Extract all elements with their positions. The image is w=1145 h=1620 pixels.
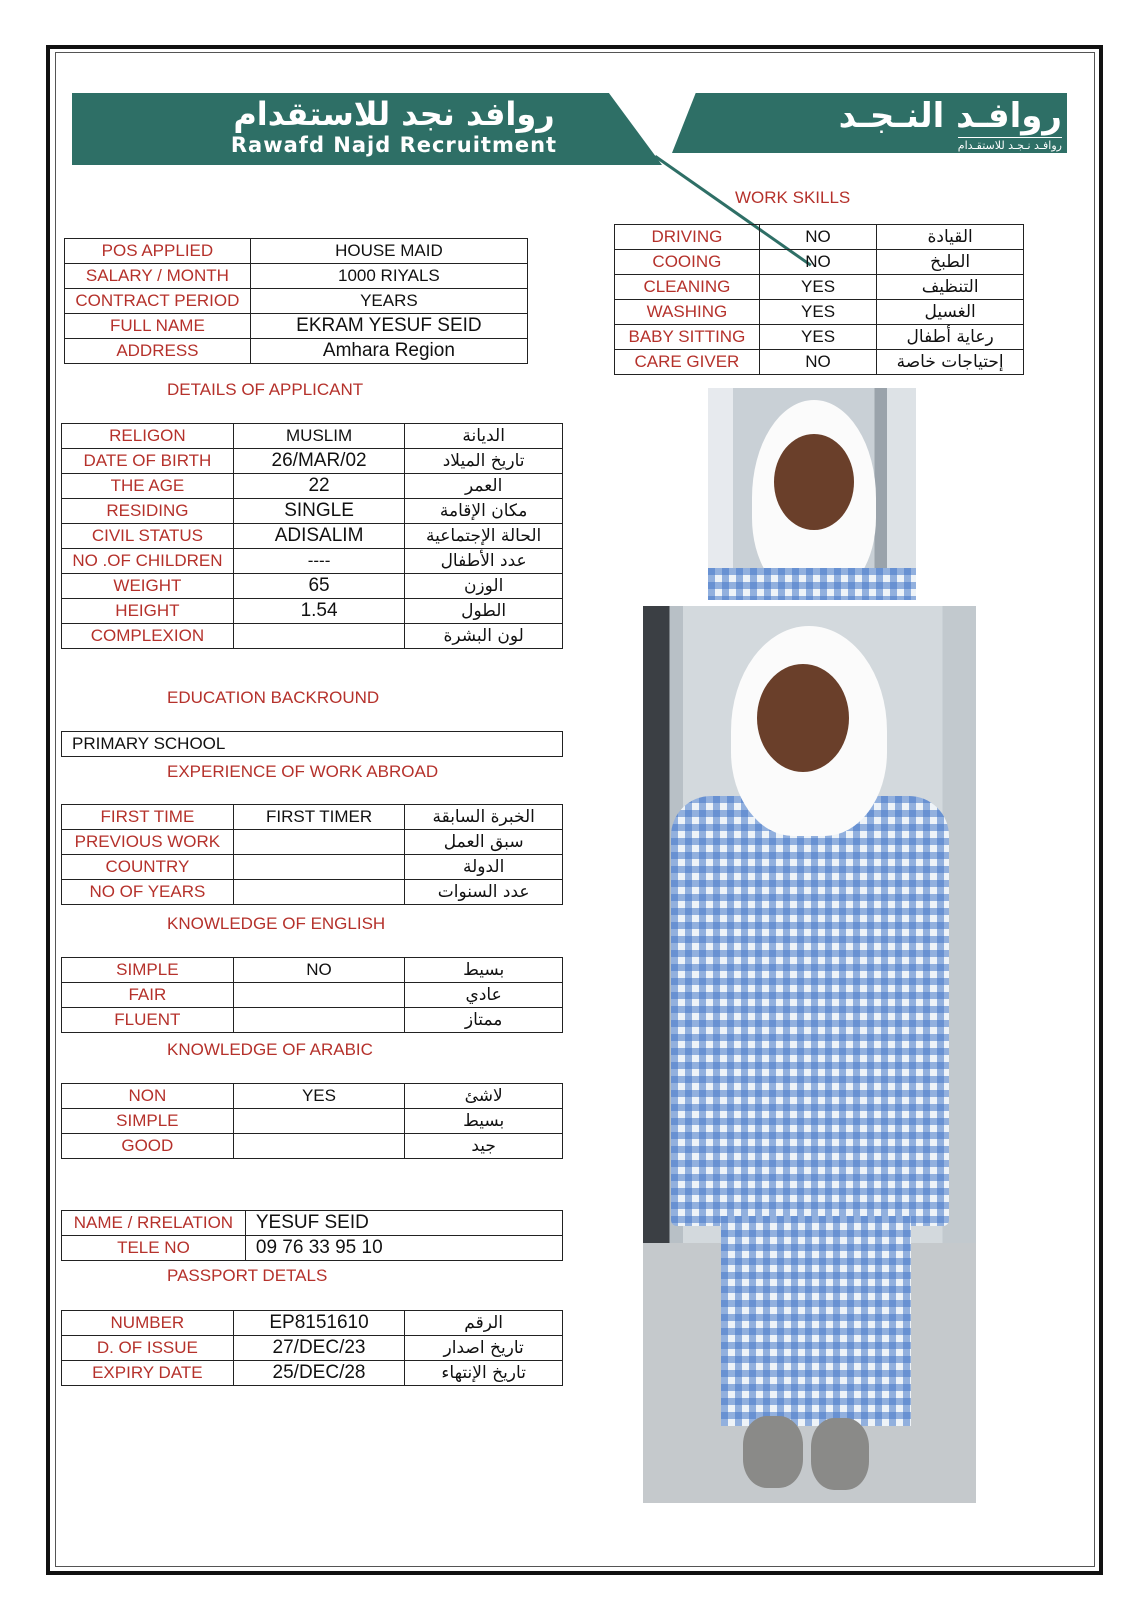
detail-label: NO .OF CHILDREN [62,549,234,574]
table-row [62,880,563,905]
field-label: ADDRESS [65,339,251,364]
relation-label: TELE NO [62,1236,246,1261]
details-heading: DETAILS OF APPLICANT [167,380,364,399]
agency-arabic-title: روافد نجد للاستقدام [233,95,555,133]
relation-label: NAME / RRELATION [62,1211,246,1236]
field-label: FULL NAME [65,314,251,339]
english-table [61,957,563,1033]
passport-arabic: تاريخ اصدار [405,1336,563,1361]
header-banner [72,93,1062,165]
passport-value: 25/DEC/28 [233,1361,405,1386]
skill-value: YES [759,300,876,325]
skill-label: CARE GIVER [615,350,760,375]
table-row [62,449,563,474]
logo-subtitle: روافـد نـجـد للاستقـدام [957,139,1062,152]
arabic-label: SIMPLE [62,1109,234,1134]
skill-label: DRIVING [615,225,760,250]
skill-label: BABY SITTING [615,325,760,350]
position-table [64,238,528,364]
detail-value: MUSLIM [233,424,404,449]
detail-arabic: عدد الأطفال [405,549,563,574]
table-row [62,599,563,624]
skill-value: YES [759,325,876,350]
agency-english-title: Rawafd Najd Recruitment [230,133,558,157]
passport-heading: PASSPORT DETALS [167,1266,328,1285]
left-shoe [743,1416,803,1488]
passport-value: 27/DEC/23 [233,1336,405,1361]
table-row [615,350,1024,375]
skill-arabic: رعاية أطفال [877,325,1024,350]
table-row [62,983,563,1008]
arabic-value [233,1109,405,1134]
field-label: POS APPLIED [65,239,251,264]
field-label: SALARY / MONTH [65,264,251,289]
arabic-label: NON [62,1084,234,1109]
detail-arabic: العمر [405,474,563,499]
table-row [615,300,1024,325]
experience-table [61,804,563,905]
table-row [62,424,563,449]
uniform-top [671,796,949,1226]
passport-arabic: الرقم [405,1311,563,1336]
english-heading: KNOWLEDGE OF ENGLISH [167,914,386,933]
table-row [62,855,563,880]
table-row [62,805,563,830]
table-row [62,732,563,757]
arabic-arabic: جيد [405,1134,563,1159]
detail-value: SINGLE [233,499,404,524]
detail-label: CIVIL STATUS [62,524,234,549]
experience-value: FIRST TIMER [233,805,405,830]
english-arabic: ممتاز [405,1008,563,1033]
arabic-label: GOOD [62,1134,234,1159]
education-value: PRIMARY SCHOOL [62,732,563,757]
passport-label: D. OF ISSUE [62,1336,234,1361]
agency-logo [792,98,1062,153]
passport-value: EP8151610 [233,1311,405,1336]
table-row [65,314,528,339]
table-row [62,499,563,524]
work-skills-heading: WORK SKILLS [735,188,851,207]
detail-value: ADISALIM [233,524,404,549]
skill-arabic: القيادة [877,225,1024,250]
field-value: HOUSE MAID [250,239,527,264]
detail-value: 22 [233,474,404,499]
table-row [62,1236,563,1261]
detail-label: RELIGON [62,424,234,449]
table-row [615,275,1024,300]
applicant-details-table [61,423,563,649]
table-row [62,1211,563,1236]
relation-value: YESUF SEID [245,1211,562,1236]
experience-arabic: عدد السنوات [405,880,563,905]
education-table [61,731,563,757]
detail-label: RESIDING [62,499,234,524]
english-value [233,1008,405,1033]
experience-arabic: الخبرة السابقة [405,805,563,830]
logo-wordmark: روافـد النـجـد [838,96,1062,136]
experience-arabic: سبق العمل [405,830,563,855]
field-value: 1000 RIYALS [250,264,527,289]
field-value: Amhara Region [250,339,527,364]
field-value: YEARS [250,289,527,314]
skill-value: NO [759,350,876,375]
table-row [62,474,563,499]
english-label: SIMPLE [62,958,234,983]
table-row [615,225,1024,250]
education-heading: EDUCATION BACKROUND [167,688,380,707]
detail-value [233,624,404,649]
skill-label: WASHING [615,300,760,325]
english-arabic: عادي [405,983,563,1008]
experience-value [233,855,405,880]
face-shape [757,664,849,772]
detail-label: WEIGHT [62,574,234,599]
arabic-arabic: بسيط [405,1109,563,1134]
arabic-arabic: لاشئ [405,1084,563,1109]
arabic-value: YES [233,1084,405,1109]
experience-arabic: الدولة [405,855,563,880]
arabic-value [233,1134,405,1159]
detail-label: HEIGHT [62,599,234,624]
english-value [233,983,405,1008]
detail-value: 1.54 [233,599,404,624]
table-row [65,239,528,264]
table-row [62,1109,563,1134]
passport-table [61,1310,563,1386]
field-label: CONTRACT PERIOD [65,289,251,314]
experience-heading: EXPERIENCE OF WORK ABROAD [167,762,439,781]
table-row [62,1084,563,1109]
detail-arabic: لون البشرة [405,624,563,649]
skill-label: COOING [615,250,760,275]
relation-value: 09 76 33 95 10 [245,1236,562,1261]
detail-value: 26/MAR/02 [233,449,404,474]
detail-value: 65 [233,574,404,599]
table-row [62,1134,563,1159]
table-row [615,250,1024,275]
experience-label: COUNTRY [62,855,234,880]
detail-arabic: مكان الإقامة [405,499,563,524]
table-row [62,624,563,649]
experience-label: PREVIOUS WORK [62,830,234,855]
applicant-face-photo [708,388,916,600]
passport-arabic: تاريخ الإنتهاء [405,1361,563,1386]
work-skills-table [614,224,1024,375]
table-row [62,549,563,574]
passport-label: EXPIRY DATE [62,1361,234,1386]
table-row [62,830,563,855]
face-shape [774,434,854,530]
uniform-collar [708,568,916,600]
detail-label: COMPLEXION [62,624,234,649]
arabic-table [61,1083,563,1159]
table-row [62,524,563,549]
detail-label: DATE OF BIRTH [62,449,234,474]
skill-arabic: الطبخ [877,250,1024,275]
right-shoe [811,1418,869,1490]
skill-value: YES [759,275,876,300]
skill-value: NO [759,250,876,275]
table-row [65,339,528,364]
experience-label: FIRST TIME [62,805,234,830]
skill-value: NO [759,225,876,250]
detail-value: ---- [233,549,404,574]
table-row [65,289,528,314]
skill-label: CLEANING [615,275,760,300]
field-value: EKRAM YESUF SEID [250,314,527,339]
skill-arabic: الغسيل [877,300,1024,325]
english-value: NO [233,958,405,983]
applicant-full-photo [643,606,976,1503]
table-row [65,264,528,289]
experience-value [233,830,405,855]
table-row [62,1311,563,1336]
passport-label: NUMBER [62,1311,234,1336]
detail-label: THE AGE [62,474,234,499]
detail-arabic: تاريخ الميلاد [405,449,563,474]
detail-arabic: الحالة الإجتماعية [405,524,563,549]
detail-arabic: الوزن [405,574,563,599]
experience-label: NO OF YEARS [62,880,234,905]
english-label: FLUENT [62,1008,234,1033]
relation-table [61,1210,563,1261]
skill-arabic: إحتياجات خاصة [877,350,1024,375]
detail-arabic: الديانة [405,424,563,449]
table-row [62,958,563,983]
table-row [62,574,563,599]
uniform-trousers [721,1216,911,1426]
experience-value [233,880,405,905]
table-row [615,325,1024,350]
table-row [62,1008,563,1033]
table-row [62,1336,563,1361]
english-label: FAIR [62,983,234,1008]
skill-arabic: التنظيف [877,275,1024,300]
detail-arabic: الطول [405,599,563,624]
english-arabic: بسيط [405,958,563,983]
arabic-heading: KNOWLEDGE OF ARABIC [167,1040,373,1059]
table-row [62,1361,563,1386]
